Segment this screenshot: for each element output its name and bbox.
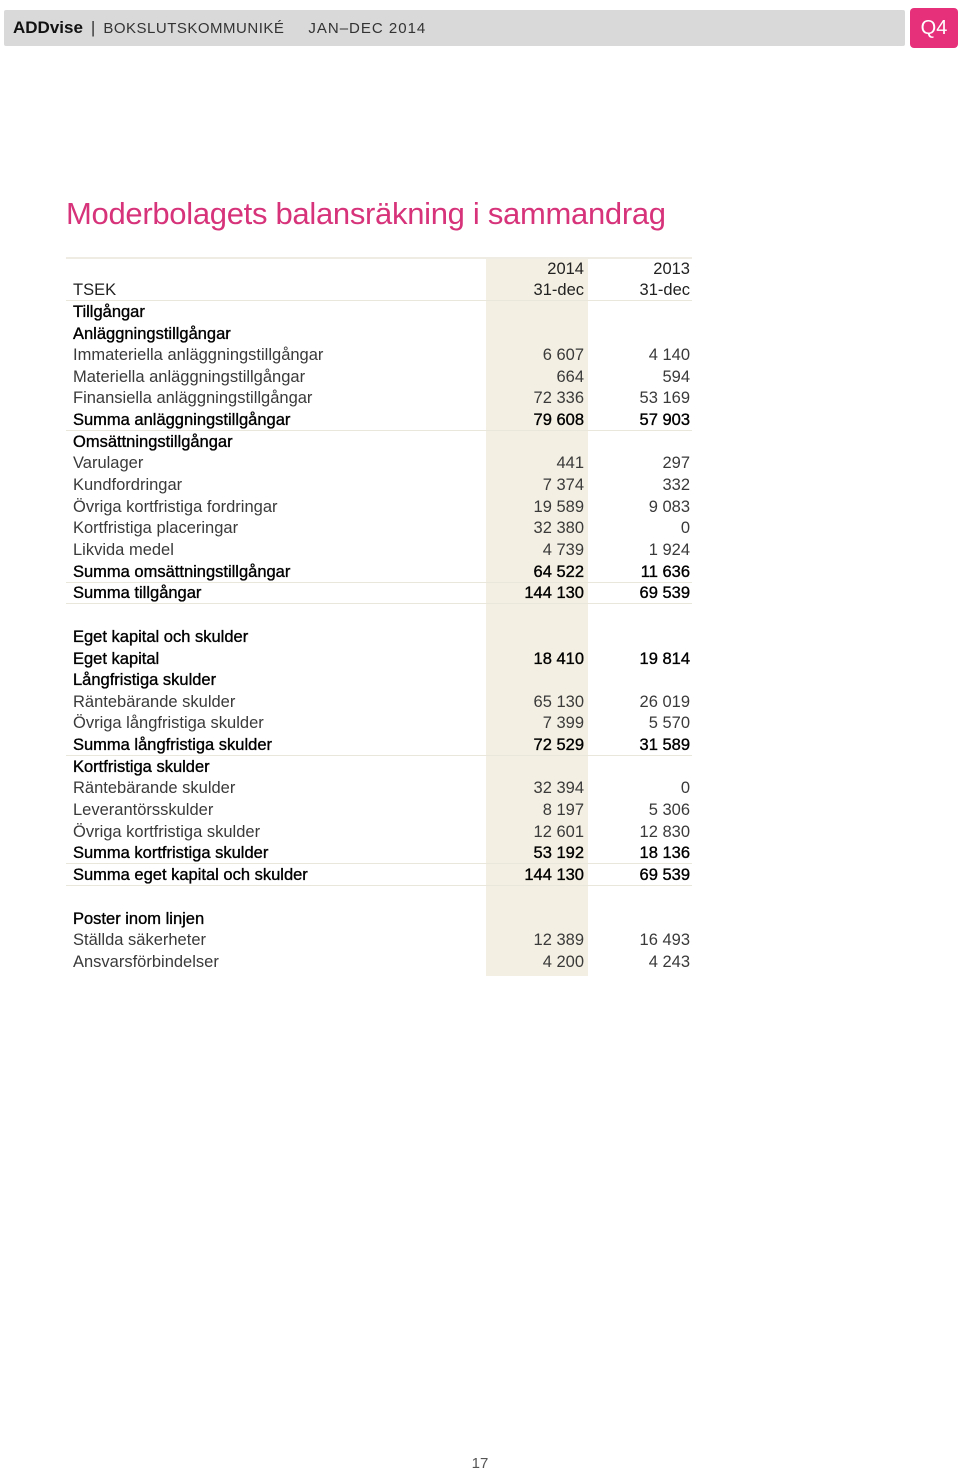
row-label: Långfristiga skulder [73,671,217,690]
row-label: Likvida medel [73,540,174,559]
value-2014: 441 [556,454,584,473]
row-label: TSEK [73,281,117,300]
value-2014: 32 380 [533,519,584,538]
row-label: Eget kapital [73,649,160,668]
value-2014: 18 410 [533,649,584,668]
table-row [66,387,692,409]
value-2013: 5 306 [648,801,690,820]
row-label: Varulager [73,454,144,473]
row-label: Materiella anläggningstillgångar [73,367,306,386]
value-2013: 12 830 [639,822,690,841]
page-title: Moderbolagets balansräkning i sammandrag [66,196,666,231]
row-label: Tillgångar [73,302,145,321]
table-row [66,538,692,560]
value-2014: 72 336 [533,389,584,408]
table-row [66,322,692,344]
value-2014: 31-dec [533,281,584,300]
row-label: Finansiella anläggningstillgångar [73,389,313,408]
value-2013: 69 539 [639,584,690,603]
row-label: Övriga kortfristiga skulder [73,822,261,841]
table-row [66,625,692,647]
value-2014: 53 192 [533,844,584,863]
report-title: BOKSLUTSKOMMUNIKÉ [103,19,285,37]
value-2013: 5 570 [648,714,690,733]
table-row [66,950,692,972]
table-row [66,863,692,885]
quarter-badge: Q4 [910,8,958,48]
value-2013: 4 243 [648,952,690,971]
table-row [66,560,692,582]
table-row [66,473,692,495]
value-2014: 144 130 [524,584,584,603]
table-row [66,690,692,712]
row-label: Summa omsättningstillgångar [73,562,291,581]
value-2014: 79 608 [533,411,584,430]
row-label: Kortfristiga skulder [73,757,210,776]
table-row [66,517,692,539]
row-label: Summa eget kapital och skulder [73,865,308,884]
value-2014: 144 130 [524,865,584,884]
value-2013: 53 169 [639,389,690,408]
table-row [66,647,692,669]
value-2014: 72 529 [533,736,584,755]
row-label: Räntebärande skulder [73,779,236,798]
header-separator: | [90,18,96,37]
value-2013: 2013 [653,259,690,278]
table-row [66,669,692,691]
value-2014: 64 522 [533,562,584,581]
row-label: Övriga kortfristiga fordringar [73,497,278,516]
table-row [66,365,692,387]
page-number: 17 [471,1455,489,1472]
header-bar [4,10,905,46]
table-row [66,820,692,842]
row-label: Räntebärande skulder [73,692,236,711]
value-2014: 65 130 [533,692,584,711]
table-header-row [66,257,692,279]
value-2013: 297 [662,454,690,473]
table-row [66,733,692,755]
table-header-row [66,279,692,301]
row-label: Summa tillgångar [73,584,202,603]
section-spacer [66,603,692,625]
value-2013: 57 903 [639,411,690,430]
value-2013: 0 [680,779,690,798]
value-2014: 664 [556,367,584,386]
row-label: Kortfristiga placeringar [73,519,239,538]
value-2013: 18 136 [639,844,690,863]
value-2014: 7 399 [542,714,584,733]
value-2014: 2014 [547,259,584,278]
value-2013: 9 083 [648,497,690,516]
value-2014: 7 374 [542,476,584,495]
row-label: Summa långfristiga skulder [73,736,272,755]
row-label: Anläggningstillgångar [73,324,231,343]
value-2013: 26 019 [639,692,690,711]
table-row [66,430,692,452]
value-2013: 0 [680,519,690,538]
row-label: Ställda säkerheter [73,931,206,950]
brand-name: ADDvise [13,18,83,37]
row-label: Poster inom linjen [73,909,205,928]
row-label: Summa kortfristiga skulder [73,844,269,863]
value-2014: 12 389 [533,931,584,950]
value-2014: 32 394 [533,779,584,798]
row-label: Immateriella anläggningstillgångar [73,346,324,365]
value-2013: 19 814 [639,649,690,668]
table-row [66,582,692,604]
balance-sheet-table [66,257,692,972]
table-row [66,777,692,799]
value-2013: 11 636 [640,562,690,581]
value-2013: 31 589 [639,736,690,755]
table-row [66,408,692,430]
row-label: Övriga långfristiga skulder [73,714,264,733]
row-label: Summa anläggningstillgångar [73,411,291,430]
row-label: Omsättningstillgångar [73,432,233,451]
table-row [66,798,692,820]
value-2014: 6 607 [542,346,584,365]
value-2013: 332 [662,476,690,495]
value-2014: 8 197 [542,801,584,820]
value-2014: 4 739 [542,540,584,559]
value-2013: 69 539 [639,865,690,884]
row-label: Eget kapital och skulder [73,627,249,646]
section-spacer [66,885,692,907]
table-row [66,755,692,777]
value-2013: 594 [662,367,690,386]
report-period: JAN–DEC 2014 [308,19,427,37]
table-body [66,257,692,972]
row-label: Ansvarsförbindelser [73,952,219,971]
table-row [66,300,692,322]
value-2014: 19 589 [533,497,584,516]
value-2014: 4 200 [542,952,584,971]
value-2013: 31-dec [639,281,690,300]
value-2013: 4 140 [648,346,690,365]
table-row [66,842,692,864]
value-2014: 12 601 [533,822,584,841]
table-row [66,452,692,474]
row-label: Kundfordringar [73,476,183,495]
value-2013: 16 493 [639,931,690,950]
value-2013: 1 924 [648,540,690,559]
table-row [66,712,692,734]
table-row [66,929,692,951]
table-row [66,495,692,517]
row-label: Leverantörsskulder [73,801,214,820]
table-row [66,344,692,366]
table-row [66,907,692,929]
